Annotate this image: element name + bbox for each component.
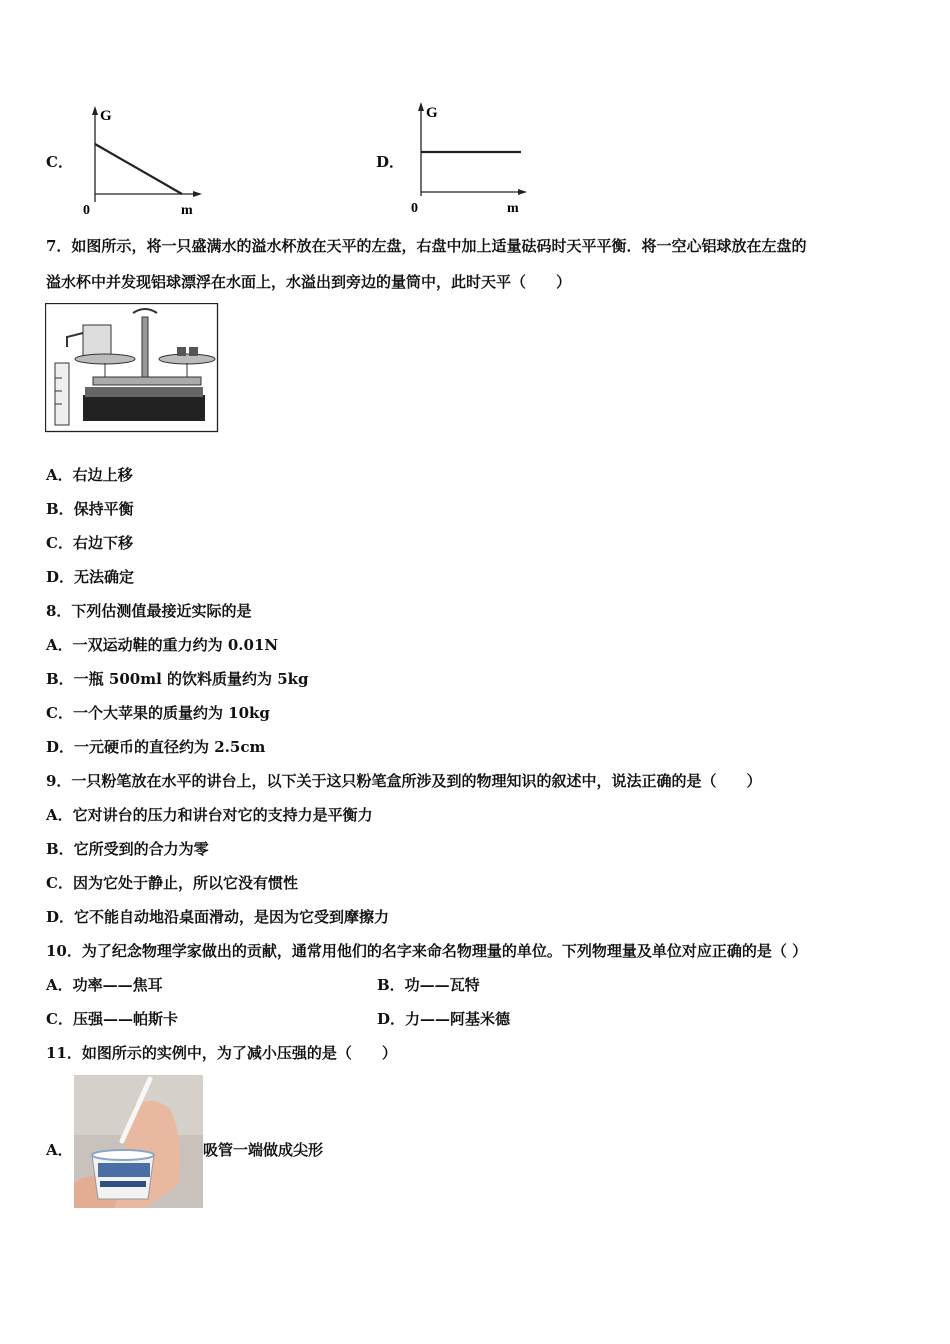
- q6-graph-c: [78, 102, 208, 218]
- q7-stem-line2: 溢水杯中并发现铝球漂浮在水面上，水溢出到旁边的量筒中，此时天平（ ）: [46, 273, 572, 291]
- q6-graph-d: [405, 100, 535, 216]
- q6-option-d-label: D．: [376, 153, 405, 171]
- q7-option-d: D．无法确定: [46, 568, 135, 586]
- graph-d-origin: 0: [411, 201, 418, 216]
- q7-option-c: C．右边下移: [46, 534, 133, 552]
- q11-stem: 11．如图所示的实例中，为了减小压强的是（ ）: [46, 1044, 397, 1062]
- q10-option-a: A．功率——焦耳: [46, 976, 163, 994]
- q9-option-b: B．它所受到的合力为零: [46, 840, 209, 858]
- q9-option-a: A．它对讲台的压力和讲台对它的支持力是平衡力: [46, 806, 373, 824]
- q10-option-b: B．功——瓦特: [377, 976, 480, 994]
- q7-option-a: A．右边上移: [46, 466, 133, 484]
- graph-c-xlabel: m: [181, 203, 193, 218]
- q8-option-d: D．一元硬币的直径约为 2.5cm: [46, 738, 266, 756]
- q11-straw-photo: [74, 1075, 203, 1208]
- q6-option-c-label: C．: [46, 153, 73, 171]
- q8-option-a: A．一双运动鞋的重力约为 0.01N: [46, 636, 279, 654]
- q7-stem-line1: 7．如图所示，将一只盛满水的溢水杯放在天平的左盘，右盘中加上适量砝码时天平平衡．将一空心铝球放在左盘的: [46, 237, 807, 255]
- q10-option-d: D．力——阿基米德: [377, 1010, 511, 1028]
- q8-option-b: B．一瓶 500ml 的饮料质量约为 5kg: [46, 670, 309, 688]
- q11-option-a-label: A．: [46, 1141, 73, 1159]
- q11-option-a-text: 吸管一端做成尖形: [203, 1141, 324, 1159]
- q8-option-c: C．一个大苹果的质量约为 10kg: [46, 704, 270, 722]
- q8-stem: 8．下列估测值最接近实际的是: [46, 602, 252, 620]
- q10-stem: 10．为了纪念物理学家做出的贡献，通常用他们的名字来命名物理量的单位。下列物理量及单位对应正确的是（ ）: [46, 942, 808, 960]
- graph-d-xlabel: m: [507, 201, 519, 216]
- q7-option-b: B．保持平衡: [46, 500, 134, 518]
- q9-option-d: D．它不能自动地沿桌面滑动，是因为它受到摩擦力: [46, 908, 390, 926]
- q9-option-c: C．因为它处于静止，所以它没有惯性: [46, 874, 298, 892]
- graph-c-origin: 0: [83, 203, 90, 218]
- q10-option-c: C．压强——帕斯卡: [46, 1010, 178, 1028]
- graph-c-ylabel: G: [100, 108, 112, 124]
- q9-stem: 9．一只粉笔放在水平的讲台上，以下关于这只粉笔盒所涉及到的物理知识的叙述中，说法正确的是（ ）: [46, 772, 762, 790]
- graph-d-ylabel: G: [426, 105, 438, 121]
- q7-balance-figure: [45, 303, 219, 433]
